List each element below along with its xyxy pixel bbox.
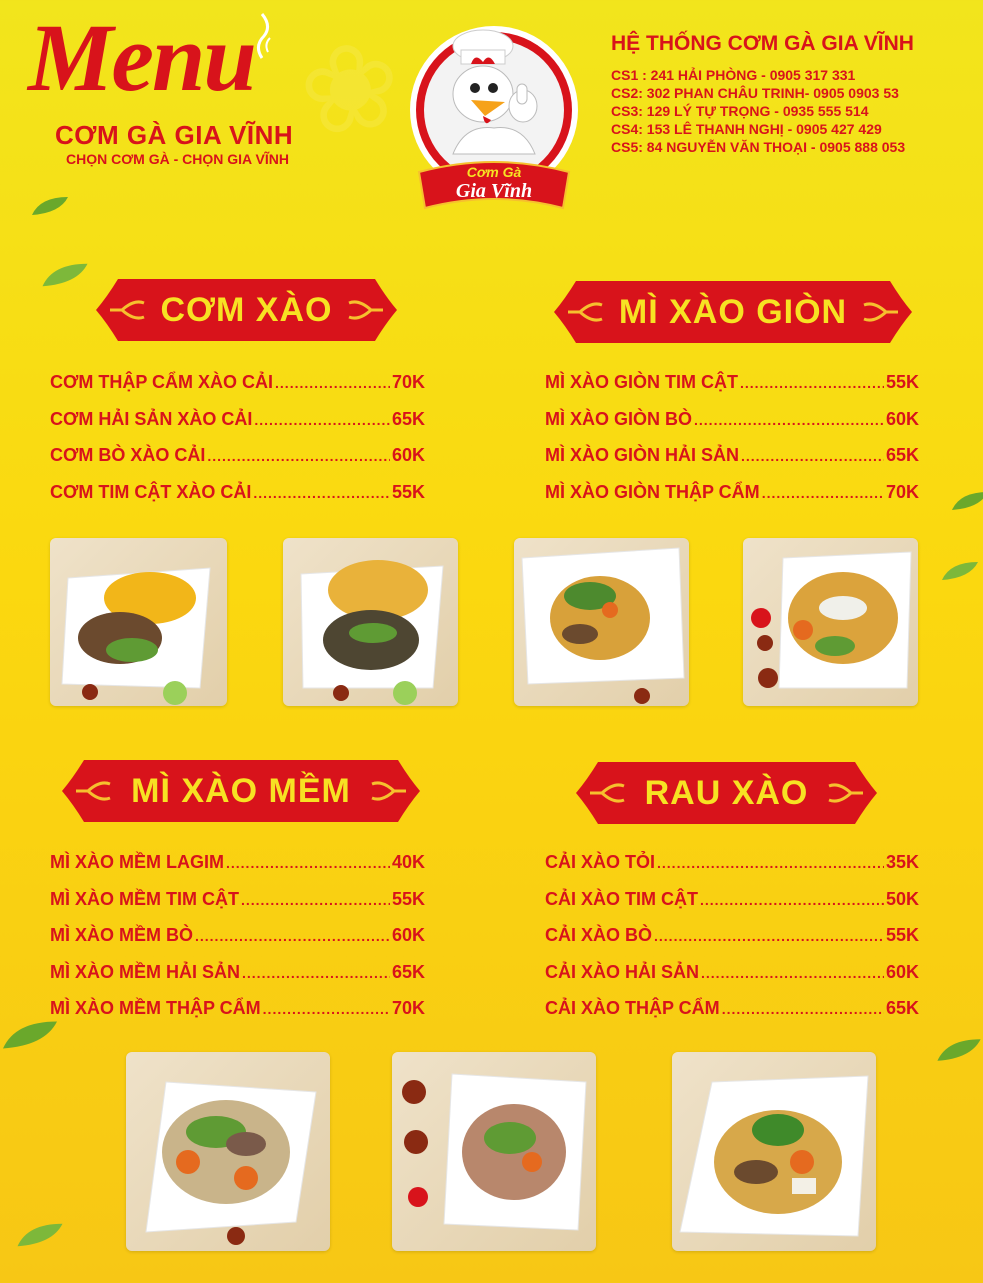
menu-item — [545, 482, 919, 519]
leaf-icon — [15, 1220, 65, 1250]
watermark: ❀ — [290, 13, 410, 166]
menu-list-com-xao — [50, 372, 425, 518]
dish-photo — [514, 538, 689, 706]
leader-dots — [275, 375, 390, 391]
menu-item-name: CƠM HẢI SẢN XÀO CẢI — [50, 408, 253, 429]
menu-item-price: 65K — [391, 961, 425, 982]
dish-photo — [50, 538, 227, 706]
leader-dots — [657, 855, 884, 871]
section-title: MÌ XÀO GIÒN — [618, 292, 848, 331]
menu-list-rau-xao — [545, 852, 919, 1035]
menu-item — [50, 445, 425, 482]
menu-item — [545, 852, 919, 889]
menu-list-mi-xao-mem — [50, 852, 425, 1035]
dish-photo — [126, 1052, 330, 1251]
leader-dots — [254, 412, 390, 428]
menu-item-price: 70K — [391, 372, 425, 392]
menu-item — [50, 372, 425, 409]
menu-item-name: CẢI XÀO TIM CẬT — [545, 888, 698, 909]
menu-item-name: MÌ XÀO MỀM BÒ — [50, 925, 193, 945]
leaf-icon — [950, 490, 983, 512]
menu-item-name: CƠM BÒ XÀO CẢI — [50, 445, 206, 465]
menu-item-price: 55K — [885, 925, 919, 945]
dish-photo — [743, 538, 918, 706]
menu-item — [50, 852, 425, 889]
brand-name: CƠM GÀ GIA VĨNH — [55, 120, 294, 150]
menu-item-name: CẢI XÀO HẢI SẢN — [545, 961, 700, 982]
logo-text-bottom: Gia Vĩnh — [455, 180, 533, 202]
menu-item — [545, 445, 919, 482]
menu-item-name: MÌ XÀO GIÒN TIM CẬT — [545, 372, 738, 392]
menu-title: Menu — [28, 4, 255, 111]
leader-dots — [762, 485, 884, 501]
leader-dots — [242, 965, 390, 981]
steam-icon — [252, 12, 276, 60]
menu-item-price: 70K — [391, 998, 425, 1018]
menu-item — [545, 925, 919, 962]
leader-dots — [241, 892, 390, 908]
menu-item-name: MÌ XÀO MỀM LAGIM — [50, 852, 224, 872]
menu-item — [50, 409, 425, 446]
leader-dots — [741, 448, 884, 464]
menu-item — [50, 925, 425, 962]
menu-item-price: 60K — [885, 408, 919, 429]
menu-item-price: 65K — [885, 445, 919, 465]
menu-item — [50, 998, 425, 1035]
branch-item: CS1 : 241 HẢI PHÒNG - 0905 317 331 — [611, 67, 856, 83]
menu-list-mi-xao-gion — [545, 372, 919, 518]
dish-photo — [283, 538, 458, 706]
menu-item — [50, 962, 425, 999]
menu-item-price: 55K — [391, 481, 425, 502]
menu-item-price: 60K — [391, 445, 425, 465]
menu-item-name: MÌ XÀO GIÒN HẢI SẢN — [545, 445, 740, 465]
system-title: HỆ THỐNG CƠM GÀ GIA VĨNH — [611, 32, 914, 55]
leader-dots — [740, 375, 884, 391]
leader-dots — [722, 1001, 884, 1017]
menu-item-price: 65K — [391, 408, 425, 429]
menu-item — [545, 372, 919, 409]
menu-item-name: CẢI XÀO TỎI — [545, 852, 656, 872]
dish-photo — [392, 1052, 596, 1251]
brand-logo — [405, 24, 583, 214]
menu-item-name: CƠM TIM CẬT XÀO CẢI — [50, 481, 252, 502]
dish-photo — [672, 1052, 876, 1251]
leaf-icon — [40, 260, 90, 290]
logo-text-top: Cơm Gà — [466, 164, 522, 180]
leader-dots — [700, 892, 884, 908]
section-title: MÌ XÀO MỀM — [131, 771, 351, 810]
menu-item-price: 55K — [885, 372, 919, 392]
brand-tagline: CHỌN CƠM GÀ - CHỌN GIA VĨNH — [66, 151, 289, 167]
leaf-icon — [935, 1035, 983, 1065]
menu-item-price: 60K — [885, 961, 919, 982]
menu-item-name: MÌ XÀO MỀM TIM CẬT — [50, 888, 239, 909]
menu-item — [545, 962, 919, 999]
menu-item-name: MÌ XÀO MỀM THẬP CẨM — [50, 998, 261, 1018]
leader-dots — [694, 412, 884, 428]
menu-item-price: 50K — [885, 888, 919, 909]
menu-item — [545, 889, 919, 926]
leader-dots — [195, 928, 390, 944]
branch-item: CS5: 84 NGUYỄN VĂN THOẠI - 0905 888 053 — [611, 139, 906, 155]
menu-item-name: CẢI XÀO THẬP CẨM — [545, 998, 720, 1018]
menu-item-price: 40K — [391, 852, 425, 872]
section-header-mi-xao-mem — [60, 758, 422, 824]
menu-item-price: 60K — [391, 925, 425, 945]
leaf-icon — [940, 560, 980, 582]
menu-item-price: 70K — [885, 481, 919, 502]
menu-item-price: 65K — [885, 998, 919, 1018]
menu-item-name: CẢI XÀO BÒ — [545, 925, 653, 945]
leader-dots — [701, 965, 884, 981]
menu-item — [50, 482, 425, 519]
branch-item: CS4: 153 LÊ THANH NGHỊ - 0905 427 429 — [611, 121, 882, 137]
menu-item — [545, 409, 919, 446]
branch-item: CS3: 129 LÝ TỰ TRỌNG - 0935 555 514 — [611, 103, 869, 119]
menu-item-name: MÌ XÀO GIÒN BÒ — [545, 408, 693, 429]
menu-item-name: MÌ XÀO MỀM HẢI SẢN — [50, 961, 241, 982]
menu-item-price: 35K — [885, 852, 919, 872]
leader-dots — [654, 928, 884, 944]
menu-item — [50, 889, 425, 926]
branch-list — [611, 66, 905, 156]
menu-item-name: MÌ XÀO GIÒN THẬP CẨM — [545, 481, 760, 502]
leader-dots — [207, 448, 390, 464]
leaf-icon — [30, 195, 70, 217]
menu-item-name: CƠM THẬP CẨM XÀO CẢI — [50, 372, 274, 392]
section-header-rau-xao — [574, 760, 879, 826]
leader-dots — [263, 1001, 390, 1017]
branch-item: CS2: 302 PHAN CHÂU TRINH- 0905 0903 53 — [611, 85, 899, 101]
menu-item — [545, 998, 919, 1035]
menu-item-price: 55K — [391, 888, 425, 909]
leader-dots — [253, 485, 390, 501]
section-title: RAU XÀO — [644, 773, 809, 812]
leader-dots — [226, 855, 390, 871]
section-title: CƠM XÀO — [160, 290, 333, 329]
section-header-com-xao — [94, 277, 399, 343]
section-header-mi-xao-gion — [552, 279, 914, 345]
